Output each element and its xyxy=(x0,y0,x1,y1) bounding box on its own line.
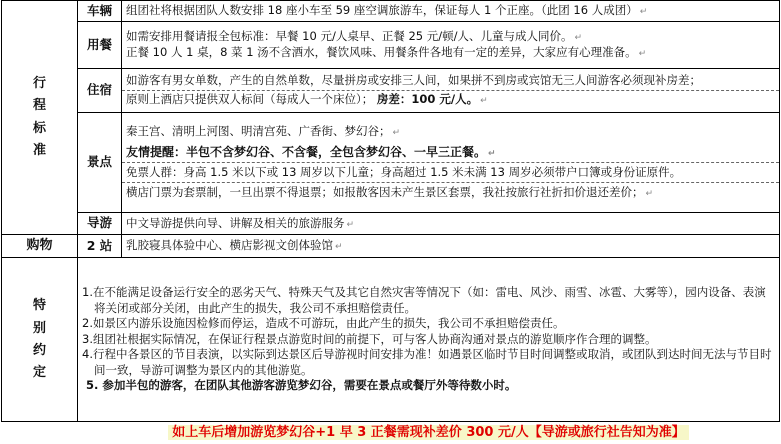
meal-line-1: 如需安排用餐请报全包标准：早餐 10 元/人桌早、正餐 25 元/顿/人、儿童与成人同价。 ↵ xyxy=(126,29,583,44)
section-special: 特别约定 xyxy=(2,258,78,422)
hotel-line-1: 如游客有男女单数，产生的自然单数，尽量拼房或安排三人间，如果拼不到房或宾馆无三人间游客必须现补房差； xyxy=(126,73,701,88)
sights-line-4: 横店门票为套票制，一旦出票不得退票；如报散客因未产生景区套票，我社按旅行社折扣价退还差价； ↵ xyxy=(122,182,779,203)
label-meal: 用餐 xyxy=(78,22,122,69)
special-list xyxy=(78,258,780,422)
meal-text xyxy=(122,22,780,69)
section-itinerary: 行程标准 xyxy=(2,1,78,235)
special-item: 4.行程中各景区的节目表演，以实际到达景区后导游视时间安排为准！如遇景区临时节目时间调整或取消，或团队到达时间无法与节目时间一致，导游可调整为景区内的其他游览。 xyxy=(82,347,772,377)
special-item: 3.组团社根据实际情况，在保证行程景点游览时间的前提下，可与客人协商沟通对景点的游览顺序作合理的调整。 xyxy=(82,331,657,346)
hotel-line-2: 原则上酒店只提供双人标间（每成人一个床位）； 房差：100 元/人。 ↵ xyxy=(122,90,779,109)
label-guide: 导游 xyxy=(78,213,122,235)
itinerary-table xyxy=(1,0,780,444)
label-hotel: 住宿 xyxy=(78,69,122,113)
sights-line-3: 免票人群：身高 1.5 米以下或 13 周岁以下儿童；身高超过 1.5 米未满 13 周岁必须带户口簿或身份证原件。 xyxy=(122,162,779,183)
special-item: 1.在不能满足设备运行安全的恶劣天气、特殊天气及其它自然灾害等情况下（如：雷电、风沙、雨雪、冰雹、大雾等），园内设备、表演将关闭或部分关闭，由此产生的损失，我公司不承担赔偿责任。 xyxy=(82,285,766,315)
sights-line-2: 友情提醒：半包不含梦幻谷、不含餐，全包含梦幻谷、一早三正餐。 ↵ xyxy=(126,144,496,159)
footer-text: 如上车后增加游览梦幻谷+1 早 3 正餐需现补差价 300 元/人【导游或旅行社告知为准】 xyxy=(168,425,689,440)
vehicle-text: 组团社将根据团队人数安排 18 座小车至 59 座空调旅游车，保证每人 1 个正座。（此团 16 人成团） ↵ xyxy=(122,1,780,22)
shop-text: 乳胶寝具体验中心、横店影视文创体验馆 ↵ xyxy=(122,235,780,258)
label-vehicle: 车辆 xyxy=(78,1,122,22)
hotel-text xyxy=(122,69,780,113)
label-sights: 景点 xyxy=(78,113,122,213)
sights-text xyxy=(122,113,780,213)
special-item-5: 5. 参加半包的游客，在团队其他游客游览梦幻谷，需要在景点或餐厅外等待数小时。 xyxy=(86,378,517,393)
footer-notice xyxy=(78,422,780,444)
meal-line-2: 正餐 10 人 1 桌，8 菜 1 汤不含酒水，餐饮风味、用餐条件各地有一定的差异，大家应有心理准备。 ↵ xyxy=(126,45,647,59)
special-item: 2.如景区内游乐设施因检修而停运，造成不可游玩，由此产生的损失，我公司不承担赔偿责任。 xyxy=(82,316,565,331)
sights-line-1: 秦王宫、清明上河图、明清宫苑、广香街、梦幻谷； ↵ xyxy=(126,124,401,139)
section-shopping: 购物 xyxy=(2,235,78,258)
label-shop: 2 站 xyxy=(78,235,122,258)
guide-text: 中文导游提供向导、讲解及相关的旅游服务 ↵ xyxy=(122,213,780,235)
